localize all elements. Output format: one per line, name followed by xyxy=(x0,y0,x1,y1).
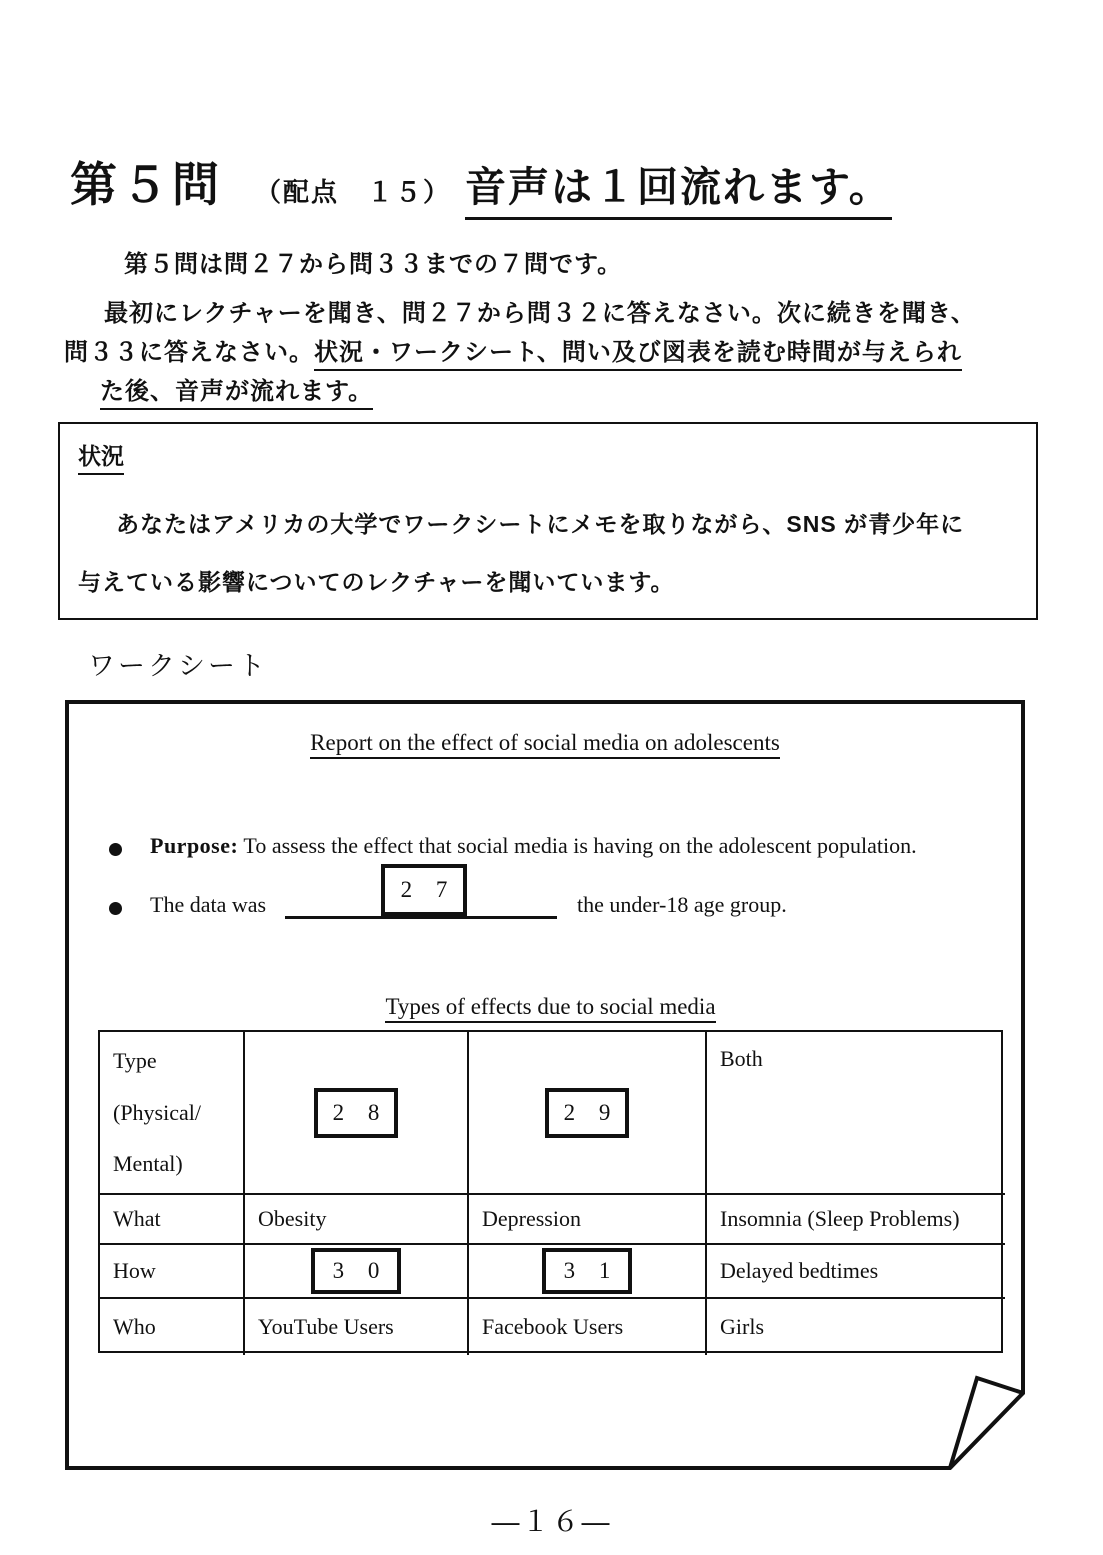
answer-blank-underline xyxy=(285,916,557,919)
table-cell-insomnia: Insomnia (Sleep Problems) xyxy=(707,1195,1005,1245)
instruction-line-3 xyxy=(64,372,1054,411)
bullet-icon xyxy=(109,843,122,856)
answer-blank-27: 2 7 xyxy=(381,864,467,916)
data-sentence-suffix: the under-18 age group. xyxy=(577,892,787,917)
table-cell-facebook-users: Facebook Users xyxy=(469,1299,707,1355)
purpose-text: To assess the effect that social media is having on the adolescent population. xyxy=(238,833,917,858)
table-cell-obesity: Obesity xyxy=(245,1195,469,1245)
worksheet-label: ワークシート xyxy=(88,651,268,681)
question-number: 第５問 xyxy=(70,158,223,211)
situation-heading: 状況 xyxy=(78,438,124,475)
table-cell-blank-29: 2 9 xyxy=(469,1032,707,1195)
purpose-line xyxy=(150,833,917,859)
table-cell-both: Both xyxy=(707,1032,1005,1195)
table-cell-what-label: What xyxy=(100,1195,245,1245)
question-points: （配点 １５） xyxy=(255,177,452,207)
instruction-line-3-underlined: た後、音声が流れます。 xyxy=(100,378,373,410)
purpose-label: Purpose: xyxy=(150,833,239,858)
table-cell-type-header: Type (Physical/ Mental) xyxy=(100,1032,245,1195)
table-cell-how-label: How xyxy=(100,1245,245,1299)
table-cell-girls: Girls xyxy=(720,1314,764,1339)
table-cell-blank-30: 3 0 xyxy=(245,1245,469,1299)
table-cell-delayed-bedtimes: Delayed bedtimes xyxy=(707,1245,1005,1299)
instruction-line-2-underlined: 状況・ワークシート、問い及び図表を読む時間が与えられ xyxy=(314,339,962,371)
instruction-summary: 第５問は問２７から問３３までの７問です。 xyxy=(124,251,623,278)
instruction-paragraph xyxy=(64,294,1054,411)
instruction-line-1: 最初にレクチャーを聞き、問２７から問３２に答えなさい。次に続きを聞き、 xyxy=(104,300,976,327)
table-cell-blank-31: 3 1 xyxy=(469,1245,707,1299)
situation-line-1: あなたはアメリカの大学でワークシートにメモを取りながら、SNS が青少年に xyxy=(116,511,965,537)
page-number: ―１６― xyxy=(491,1506,612,1537)
table-cell-youtube-users: YouTube Users xyxy=(245,1299,469,1355)
situation-box xyxy=(58,422,1038,620)
table-cell-who-label: Who xyxy=(100,1299,245,1355)
table-cell-depression: Depression xyxy=(469,1195,707,1245)
situation-line-2: 与えている影響についてのレクチャーを聞いています。 xyxy=(78,569,675,595)
effects-table xyxy=(98,1030,1003,1353)
table-title: Types of effects due to social media xyxy=(98,994,1003,1020)
instruction-line-2 xyxy=(64,333,1054,372)
audio-notice: 音声は１回流れます。 xyxy=(465,154,892,220)
instruction-line-2-plain: 問３３に答えなさい。 xyxy=(64,339,314,366)
data-sentence-prefix: The data was xyxy=(150,892,267,917)
worksheet-box xyxy=(65,700,1025,1470)
table-cell-blank-28: 2 8 xyxy=(245,1032,469,1195)
question-header xyxy=(70,148,892,220)
worksheet-title: Report on the effect of social media on adolescents xyxy=(65,730,1025,756)
bullet-icon xyxy=(109,902,122,915)
